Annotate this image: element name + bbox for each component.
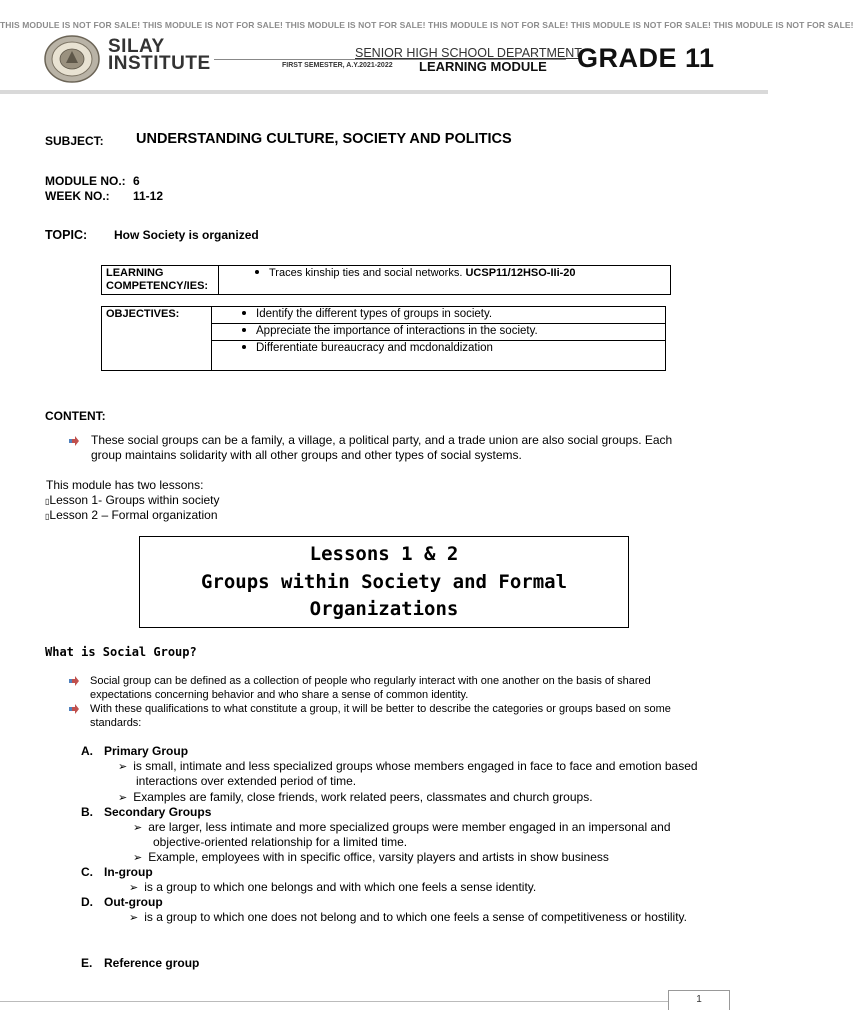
category-b-letter: B. — [81, 805, 93, 819]
category-c-title: In-group — [104, 865, 153, 879]
content-paragraph-line1: These social groups can be a family, a village, a political party, and a trade union are also social groups. Each — [91, 433, 673, 447]
category-b-item1-line1: are larger, less intimate and more specialized groups were member engaged in an impersonal and — [148, 820, 671, 834]
category-c-item1-text: is a group to which one belongs and with which one feels a sense identity. — [144, 880, 537, 894]
week-number-label: WEEK NO.: — [45, 189, 110, 203]
institute-seal-logo — [44, 35, 100, 83]
objective-text: Differentiate bureaucracy and mcdonaldization — [256, 342, 493, 354]
category-c-item1 — [129, 880, 536, 896]
triangle-bullet-icon: ➢ — [129, 912, 139, 924]
category-b-item2-text: Example, employees with in specific office, varsity players and artists in show business — [148, 850, 609, 864]
social-group-heading: What is Social Group? — [45, 645, 197, 659]
semester-label: FIRST SEMESTER, A.Y.2021-2022 — [282, 62, 393, 69]
competency-label: LEARNING COMPETENCY/IES: — [102, 266, 219, 295]
subject-value: UNDERSTANDING CULTURE, SOCIETY AND POLITICS — [136, 131, 512, 147]
category-a-letter: A. — [81, 744, 93, 758]
arrow-bullet-icon — [69, 704, 79, 714]
category-a-item1-line1: is small, intimate and less specialized groups whose members engaged in face to face and emotion based — [133, 759, 698, 773]
module-type-label: LEARNING MODULE — [419, 59, 547, 74]
bullet-icon — [255, 270, 259, 274]
department-label: SENIOR HIGH SCHOOL DEPARTMENT — [355, 46, 582, 60]
category-b-title: Secondary Groups — [104, 805, 212, 819]
qualification-line1: With these qualifications to what constitute a group, it will be better to describe the categories or groups based on some — [90, 703, 671, 715]
objective-item — [212, 341, 666, 371]
category-a-item1 — [118, 759, 698, 775]
page-number: 1 — [668, 990, 730, 1010]
competency-code: UCSP11/12HSO-IIi-20 — [465, 267, 576, 279]
week-number-value: 11-12 — [133, 189, 164, 203]
module-number-label: MODULE NO.: — [45, 174, 126, 188]
arrow-bullet-icon — [69, 676, 79, 686]
content-label: CONTENT: — [45, 409, 106, 423]
objectives-label: OBJECTIVES: — [102, 307, 212, 371]
institute-name-line1: SILAY — [108, 36, 165, 57]
objective-text: Identify the different types of groups in society. — [256, 308, 493, 320]
bullet-icon — [242, 311, 246, 315]
bullet-icon — [242, 328, 246, 332]
category-e-title: Reference group — [104, 956, 200, 970]
category-d-item1-text: is a group to which one does not belong and to which one feels a sense of competitiveness or hostility. — [144, 910, 687, 924]
lesson1-text: Lesson 1- Groups within society — [49, 493, 220, 507]
category-e-letter: E. — [81, 956, 93, 970]
qualification-line2: standards: — [90, 717, 142, 729]
document-header — [0, 33, 768, 93]
module-number-value: 6 — [133, 174, 140, 188]
category-a-title: Primary Group — [104, 744, 189, 758]
objective-item — [212, 324, 666, 341]
category-b-item2 — [133, 850, 609, 866]
definition-line1: Social group can be defined as a collection of people who regularly interact with one another on the basis of shared — [90, 675, 651, 687]
arrow-bullet-icon — [69, 436, 79, 446]
category-b-item1 — [133, 820, 671, 836]
lessons-intro: This module has two lessons: — [46, 478, 204, 492]
category-a-item2 — [118, 790, 593, 806]
bullet-icon — [242, 345, 246, 349]
institute-name — [108, 38, 211, 72]
category-d-item1 — [129, 910, 687, 926]
header-bottom-rule — [0, 90, 768, 94]
category-d-letter: D. — [81, 895, 93, 909]
competency-table — [101, 265, 671, 295]
triangle-bullet-icon: ➢ — [133, 822, 143, 834]
triangle-bullet-icon: ➢ — [133, 852, 143, 864]
objective-text: Appreciate the importance of interactions in the society. — [256, 325, 538, 337]
topic-label: TOPIC: — [45, 228, 88, 242]
competency-text: Traces kinship ties and social networks. — [269, 267, 463, 279]
footer-rule — [0, 1001, 668, 1002]
definition-line2: expectations concerning behavior and who share a sense of common identity. — [90, 689, 469, 701]
subject-label: SUBJECT: — [45, 134, 104, 148]
institute-name-line2: INSTITUTE — [108, 53, 211, 74]
triangle-bullet-icon: ➢ — [118, 761, 128, 773]
lesson2-item — [45, 508, 218, 524]
objective-item — [212, 307, 666, 324]
competency-cell — [219, 266, 671, 295]
category-a-item2-text: Examples are family, close friends, work related peers, classmates and church groups. — [133, 790, 593, 804]
grade-label: GRADE 11 — [577, 43, 715, 73]
category-d-title: Out-group — [104, 895, 163, 909]
lesson-title-line3: Organizations — [309, 598, 459, 620]
lesson-title-line1: Lessons 1 & 2 — [309, 543, 459, 565]
category-b-item1-line2: objective-oriented relationship for a limited time. — [153, 835, 408, 849]
category-c-letter: C. — [81, 865, 93, 879]
category-a-item1-line2: interactions over extended period of time. — [136, 774, 357, 788]
topic-value: How Society is organized — [114, 228, 259, 242]
lesson2-text: Lesson 2 – Formal organization — [49, 508, 218, 522]
watermark-text: THIS MODULE IS NOT FOR SALE! THIS MODULE IS NOT FOR SALE! THIS MODULE IS NOT FOR SALE! THIS MODULE IS NOT FOR SALE! THIS MODULE IS NOT FOR SALE! THIS MODULE IS NOT FOR SALE! — [0, 20, 854, 30]
content-paragraph-line2: group maintains solidarity with all other groups and other types of social systems. — [91, 448, 522, 462]
objectives-table — [101, 306, 666, 371]
lesson-title-box — [139, 536, 629, 628]
triangle-bullet-icon: ➢ — [118, 792, 128, 804]
lesson1-item — [45, 493, 220, 509]
triangle-bullet-icon: ➢ — [129, 882, 139, 894]
box-bullet-icon: ▯ — [45, 497, 50, 506]
lesson-title-line2: Groups within Society and Formal — [200, 570, 568, 593]
box-bullet-icon: ▯ — [45, 512, 50, 521]
